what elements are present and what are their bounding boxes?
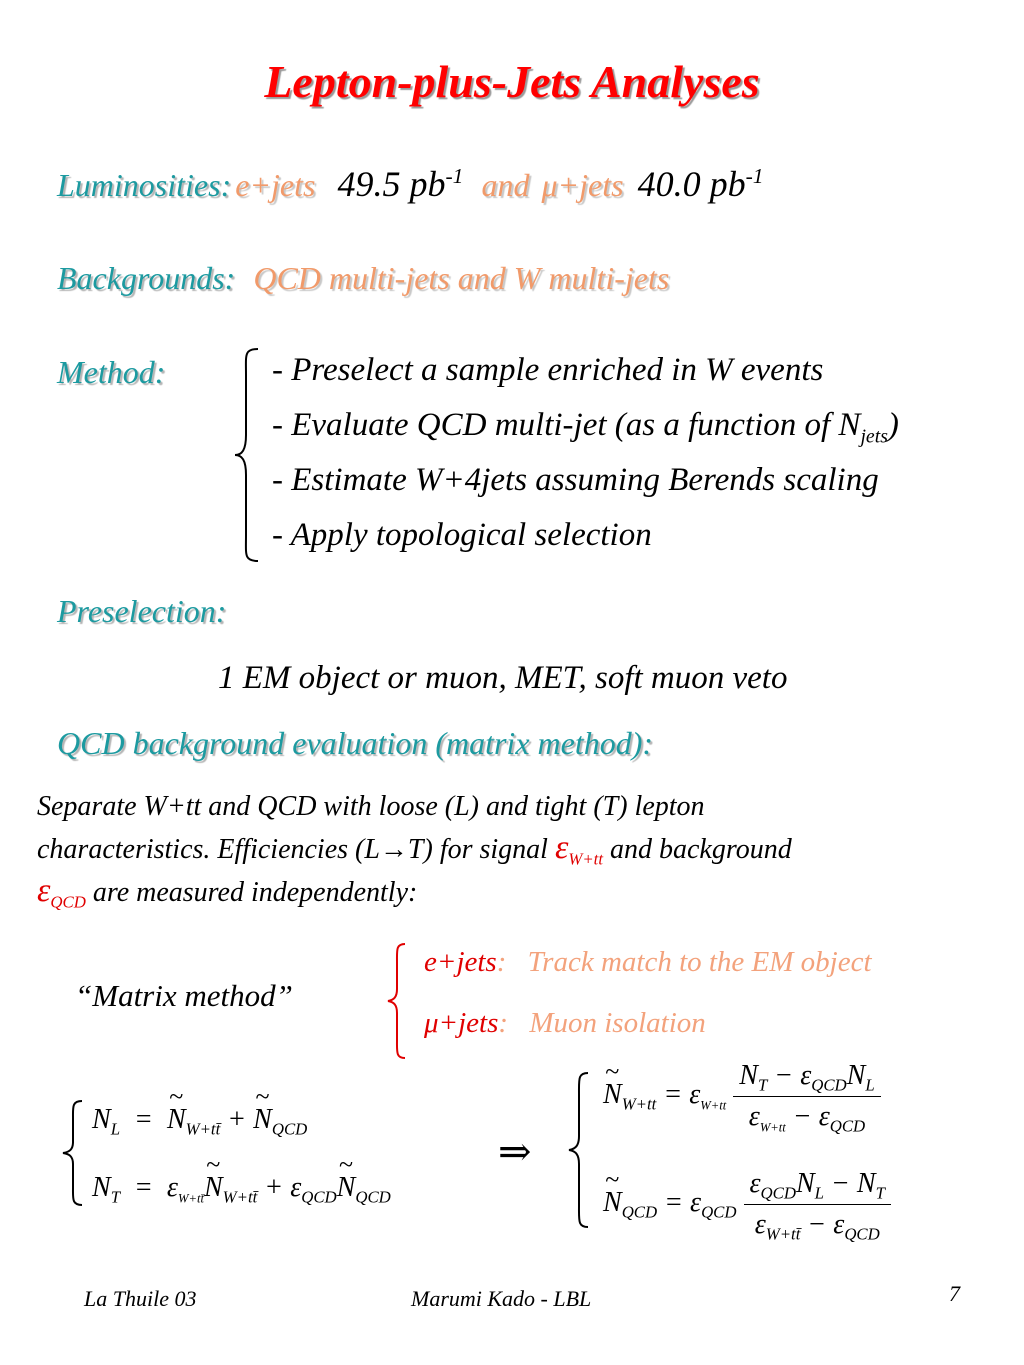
matrix-mu-row: μ+jets: Muon isolation	[424, 1007, 706, 1039]
backgrounds-row	[57, 260, 669, 297]
matrix-method-label: “Matrix method”	[75, 978, 293, 1013]
mu-channel-label: μ+jets	[541, 167, 624, 203]
qcd-eval-paragraph: Separate W+tt and QCD with loose (L) and tight (T) lepton characteristics. Efficiencies (L→T) for signal $\varepsilon_{W+tt}$ and background $\varepsilon_{QCD}$ are measured independently:	[37, 791, 792, 912]
mu-luminosity: 40.0 $pb^{-1}$	[637, 164, 764, 204]
equation-brace-left	[60, 1098, 86, 1208]
method-step-1: - Preselect a sample enriched in W events	[272, 352, 824, 388]
method-step-3: - Estimate W+4jets assuming Berends scaling	[272, 462, 879, 498]
preselection-label: Preselection:	[57, 593, 227, 629]
footer-author: Marumi Kado - LBL	[411, 1286, 592, 1311]
matrix-e-row: e+jets: Track match to the EM object	[424, 946, 872, 978]
e-channel-label: e+jets	[235, 167, 316, 203]
equation-nqcd-solution: ~ $N_{QCD} = \varepsilon_{QCD}$ $\frac{\varepsilon_{QCD}N_L - N_T}{\varepsilon_{W+tt̄} - \varepsilon_{QCD}}$	[603, 1168, 891, 1241]
slide-title: Lepton-plus-Jets Analyses	[264, 56, 760, 107]
backgrounds-value: QCD multi-jets and W multi-jets	[253, 260, 670, 296]
qcd-eval-label: QCD background evaluation (matrix method):	[57, 725, 654, 761]
and-word: and	[481, 167, 530, 203]
matrix-brace	[385, 942, 409, 1060]
luminosities-row	[57, 163, 764, 205]
equation-nw-solution: ~ $N_{W+tt} = \varepsilon_{W+tt}$ $\frac{N_T - \varepsilon_{QCD}N_L}{\varepsilon_{W+tt} - \varepsilon_{QCD}}$	[603, 1060, 881, 1133]
e-luminosity: 49.5 $pb^{-1}$	[337, 164, 464, 204]
equation-brace-right	[566, 1070, 592, 1230]
equation-nt: $N_T$ = $\varepsilon_{W+tt̄}\sim$ $N_{W+tt̄}$ + $\varepsilon_{QCD}\sim$ $N_{QCD}$	[92, 1172, 391, 1204]
page-number: 7	[949, 1281, 960, 1306]
backgrounds-label: Backgrounds:	[57, 260, 236, 296]
method-label: Method:	[57, 354, 166, 390]
method-brace	[232, 345, 262, 565]
method-step-2: - Evaluate QCD multi-jet (as a function of $N_{jets}$)	[272, 407, 899, 448]
preselection-text: 1 EM object or muon, MET, soft muon veto	[218, 660, 788, 696]
luminosities-label: Luminosities:	[57, 167, 232, 203]
equation-nl: $N_L$ = ~ $N_{W+tt̄}$ + ~ $N_{QCD}$	[92, 1104, 307, 1136]
footer-event: La Thuile 03	[84, 1286, 197, 1311]
implies-arrow: ⇒	[498, 1129, 532, 1174]
method-step-4: - Apply topological selection	[272, 517, 652, 553]
